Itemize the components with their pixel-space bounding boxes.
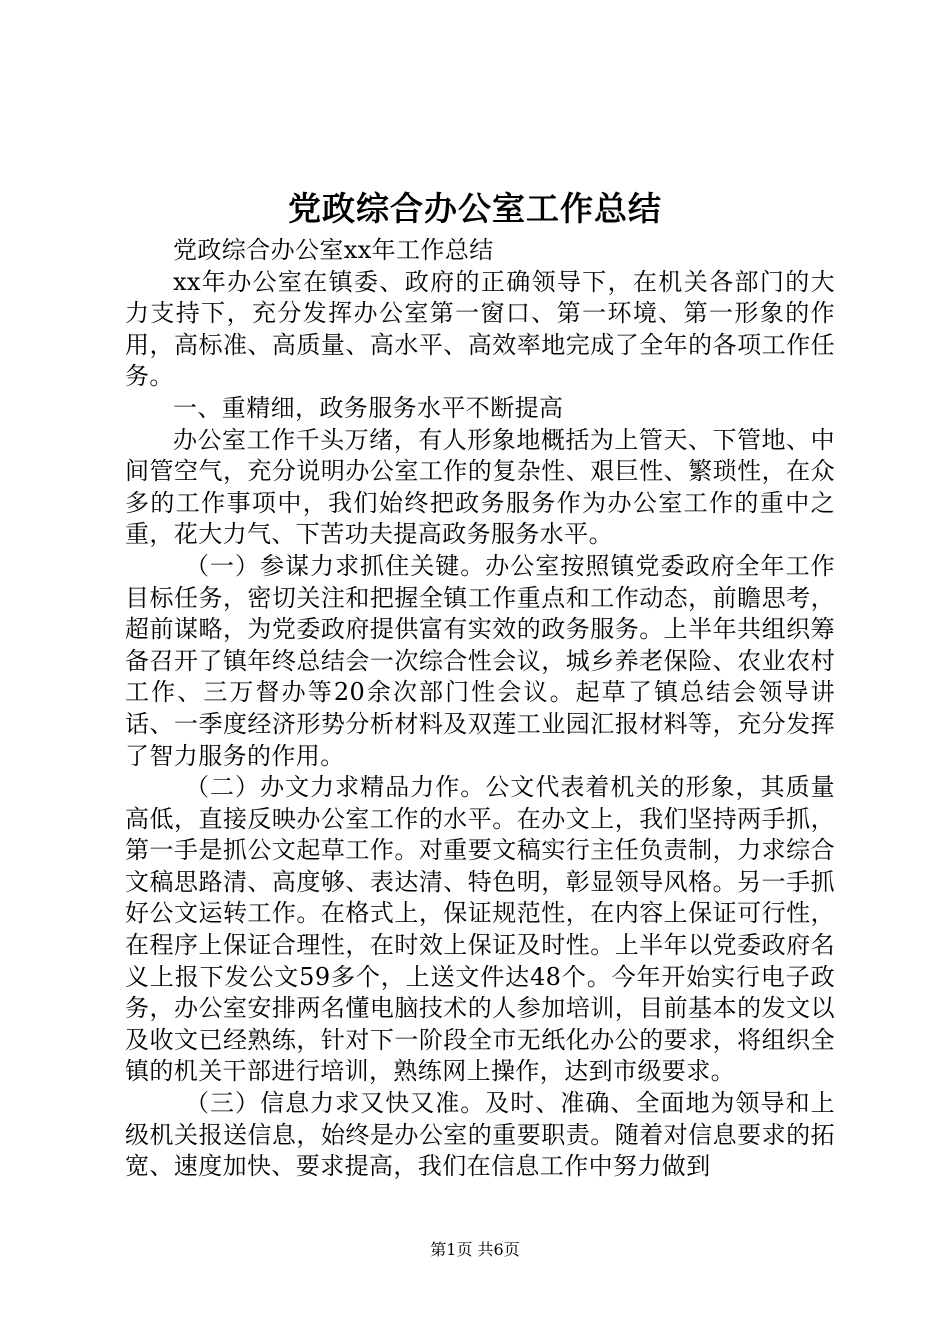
section-heading-1: 一、重精细，政务服务水平不断提高: [173, 393, 564, 422]
page-number-footer: 第1页 共6页: [430, 1240, 520, 1259]
paragraph-section-1: 办公室工作千头万绪，有人形象地概括为上管天、下管地、中间管空气，充分说明办公室工作的复杂性、艰巨性、繁琐性，在众多的工作事项中，我们始终把政务服务作为办公室工作的重中之重，花大力气、下苦功夫提高政务服务水平。: [125, 425, 835, 549]
paragraph-item-1: （一）参谋力求抓住关键。办公室按照镇党委政府全年工作目标任务，密切关注和把握全镇工作重点和工作动态，前瞻思考，超前谋略，为党委政府提供富有实效的政务服务。上半年共组织筹备召开了镇年终总结会一次综合性会议，城乡养老保险、农业农村工作、三万督办等20余次部门性会议。起草了镇总结会领导讲话、一季度经济形势分析材料及双莲工业园汇报材料等，充分发挥了智力服务的作用。: [125, 551, 835, 770]
document-body: [125, 235, 835, 1183]
document-title: 党政综合办公室工作总结: [288, 189, 662, 228]
paragraph-item-3: （三）信息力求又快又准。及时、准确、全面地为领导和上级机关报送信息，始终是办公室的重要职责。随着对信息要求的拓宽、速度加快、要求提高，我们在信息工作中努力做到: [125, 1089, 835, 1181]
paragraph-intro: xx年办公室在镇委、政府的正确领导下，在机关各部门的大力支持下，充分发挥办公室第一窗口、第一环境、第一形象的作用，高标准、高质量、高水平、高效率地完成了全年的各项工作任务。: [125, 267, 835, 391]
paragraph-item-2: （二）办文力求精品力作。公文代表着机关的形象，其质量高低，直接反映办公室工作的水平。在办文上，我们坚持两手抓，第一手是抓公文起草工作。对重要文稿实行主任负责制，力求综合文稿思路清、高度够、表达清、特色明，彰显领导风格。另一手抓好公文运转工作。在格式上，保证规范性，在内容上保证可行性，在程序上保证合理性，在时效上保证及时性。上半年以党委政府名义上报下发公文59多个，上送文件达48个。今年开始实行电子政务，办公室安排两名懂电脑技术的人参加培训，目前基本的发文以及收文已经熟练，针对下一阶段全市无纸化办公的要求，将组织全镇的机关干部进行培训，熟练网上操作，达到市级要求。: [125, 773, 835, 1086]
paragraph-subtitle: 党政综合办公室xx年工作总结: [173, 236, 494, 264]
